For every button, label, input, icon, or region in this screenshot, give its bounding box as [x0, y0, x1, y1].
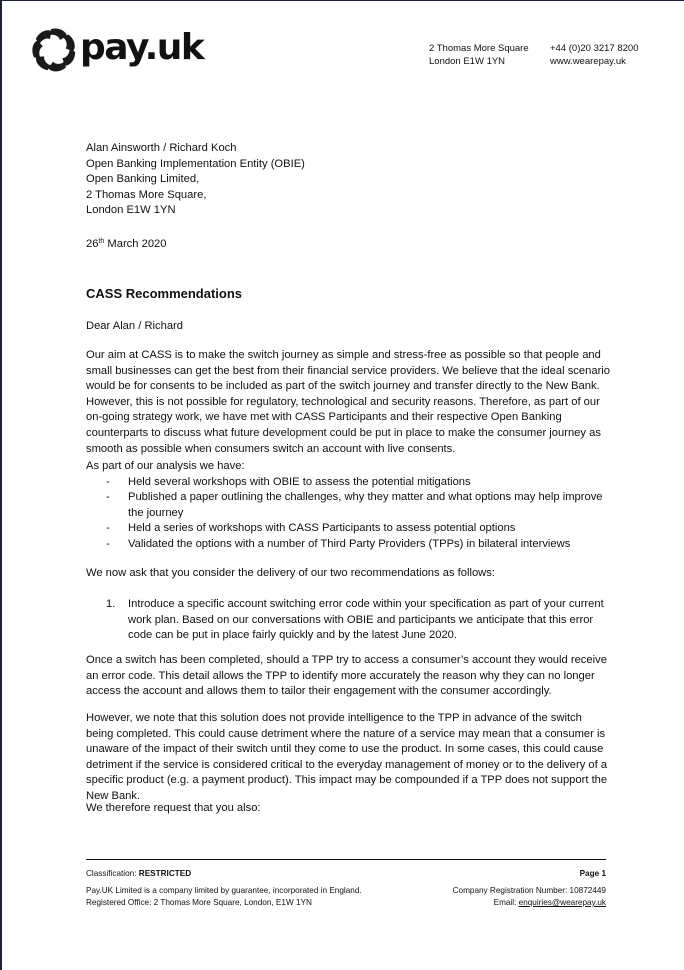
- error-code-paragraph: Once a switch has been completed, should a TPP try to access a consumer’s account they would receive an error code. This detail allows the TPP to identify more accurately the reason why they can no longer access the account and allows them to tailor their engagement with the consumer accordingly.: [86, 654, 607, 698]
- list-item-text: Validated the options with a number of Third Party Providers (TPPs) in bilateral interviews: [128, 537, 571, 550]
- payuk-swirl-icon: [31, 27, 77, 73]
- header-phone: +44 (0)20 3217 8200: [550, 43, 639, 54]
- page-number: Page 1: [579, 869, 606, 878]
- logo-wordmark: pay.uk: [80, 27, 204, 68]
- footer-classification-row: [86, 868, 606, 880]
- salutation: Dear Alan / Richard: [86, 320, 184, 332]
- header-website[interactable]: www.wearepay.uk: [550, 55, 626, 67]
- dash-marker: -: [106, 537, 110, 550]
- analysis-lead: As part of our analysis we have:: [86, 460, 245, 472]
- header-contact: [550, 43, 638, 68]
- recipient-line: Open Banking Limited,: [86, 173, 200, 186]
- header-address-line: 2 Thomas More Square: [429, 43, 529, 54]
- dash-marker: -: [106, 491, 110, 504]
- company-line: Pay.UK Limited is a company limited by guarantee, incorporated in England.: [86, 886, 362, 895]
- registration-number: Company Registration Number: 10872449: [452, 886, 606, 895]
- footer-company-row: [86, 885, 606, 909]
- letter-subject: CASS Recommendations: [86, 286, 243, 301]
- recipient-line: Alan Ainsworth / Richard Koch: [86, 142, 237, 154]
- limitation-paragraph: However, we note that this solution does not provide intelligence to the TPP in advance of the switch being completed. This could cause detriment where the nature of a service may mean that a consumer is unaware of the impact of their switch until they come to use the product. In some cases, this could cause detriment if the service is considered critical to the everyday management of money or to the delivery of a specific product (e.g. a payment product). This impact may be compounded if a TPP does not support the New Bank.: [86, 712, 608, 802]
- recommendations-list: [86, 597, 612, 644]
- classification: [86, 868, 191, 880]
- recommendation-text: Introduce a specific account switching error code within your specification as part of your current work plan. Based on our conversations with OBIE and participants we anticipate that this error code can be put in place fairly quickly and by the latest June 2020.: [128, 598, 604, 642]
- recipient-line: 2 Thomas More Square,: [86, 188, 207, 201]
- footer-company-info: [86, 885, 362, 909]
- date-month-year: March 2020: [104, 238, 167, 250]
- analysis-list: [86, 475, 612, 553]
- classification-value: RESTRICTED: [138, 869, 192, 878]
- recipient-line: Open Banking Implementation Entity (OBIE): [86, 157, 305, 170]
- request-lead: We therefore request that you also:: [86, 802, 261, 814]
- dash-marker: -: [106, 522, 110, 535]
- list-item-text: Held a series of workshops with CASS Participants to assess potential options: [128, 522, 516, 535]
- header-address: [429, 43, 529, 68]
- email-label: Email:: [493, 898, 519, 907]
- registered-office-line: Registered Office: 2 Thomas More Square, London, E1W 1YN: [86, 898, 312, 907]
- date-suffix: th: [98, 238, 105, 245]
- footer-divider: [86, 859, 606, 860]
- dash-marker: -: [106, 475, 110, 488]
- recipient-address: [86, 141, 305, 219]
- recipient-line: London E1W 1YN: [86, 204, 176, 217]
- header-address-line: London E1W 1YN: [429, 55, 506, 67]
- date-day: 26: [86, 238, 99, 250]
- footer-email: [453, 897, 606, 909]
- classification-label: Classification:: [86, 869, 139, 878]
- list-item-text: Published a paper outlining the challenges, why they matter and what options may help improve the journey: [128, 491, 603, 519]
- footer-registration-info: [453, 885, 606, 909]
- list-item: [86, 475, 612, 491]
- list-item: [86, 521, 612, 537]
- email-link[interactable]: enquiries@wearepay.uk: [518, 898, 606, 907]
- list-item: [86, 537, 612, 553]
- recommendations-lead: We now ask that you consider the delivery of our two recommendations as follows:: [86, 567, 495, 579]
- recommendation-number: 1.: [106, 598, 116, 610]
- list-item-text: Held several workshops with OBIE to assess the potential mitigations: [128, 475, 471, 488]
- list-item: [86, 490, 612, 521]
- recommendation-item: [86, 597, 612, 644]
- intro-paragraph: Our aim at CASS is to make the switch journey as simple and stress-free as possible so that people and small businesses can get the best from their financial service providers. We believe that the ideal scenario would be for consents to be included as part of the switch journey and transfer directly to the New Bank. However, this is not possible for regulatory, technological and security reasons. Therefore, as part of our on-going strategy work, we have met with CASS Participants and their respective Open Banking counterparts to discuss what future development could be put in place to make the consumer journey as smooth as possible when consumers switch an account with live consents.: [86, 349, 611, 455]
- letter-date: [86, 237, 166, 253]
- payuk-logo: [31, 27, 203, 73]
